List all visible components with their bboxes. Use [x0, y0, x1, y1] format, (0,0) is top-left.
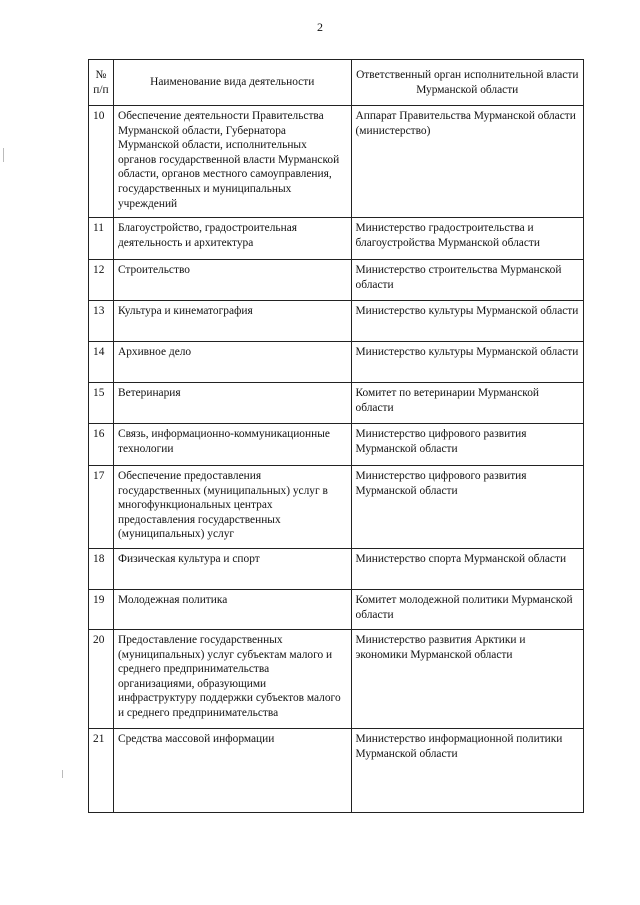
scan-mark: [62, 770, 63, 778]
row-num: 12: [89, 260, 114, 301]
row-activity: Архивное дело: [113, 342, 351, 383]
row-organ: Аппарат Правительства Мурманской области (министерство): [351, 106, 584, 218]
row-num: 19: [89, 590, 114, 630]
row-organ: Министерство цифрового развития Мурманской области: [351, 466, 584, 549]
table-row: [89, 301, 584, 342]
table-row: [89, 729, 584, 813]
table-row: [89, 424, 584, 466]
row-activity: Благоустройство, градостроительная деятельность и архитектура: [113, 218, 351, 260]
table-row: [89, 218, 584, 260]
table-header-row: [89, 60, 584, 106]
row-num: 13: [89, 301, 114, 342]
row-activity: Физическая культура и спорт: [113, 549, 351, 590]
row-num: 11: [89, 218, 114, 260]
row-num: 10: [89, 106, 114, 218]
row-organ: Комитет по ветеринарии Мурманской области: [351, 383, 584, 424]
row-organ: Комитет молодежной политики Мурманской области: [351, 590, 584, 630]
row-organ: Министерство развития Арктики и экономики Мурманской области: [351, 630, 584, 729]
row-num: 21: [89, 729, 114, 813]
row-num: 20: [89, 630, 114, 729]
table-row: [89, 342, 584, 383]
row-num: 14: [89, 342, 114, 383]
header-organ: Ответственный орган исполнительной власти Мурманской области: [351, 60, 584, 106]
row-activity: Культура и кинематография: [113, 301, 351, 342]
row-num: 16: [89, 424, 114, 466]
row-activity: Ветеринария: [113, 383, 351, 424]
row-organ: Министерство спорта Мурманской области: [351, 549, 584, 590]
row-activity: Строительство: [113, 260, 351, 301]
header-num: № п/п: [89, 60, 114, 106]
table-row: [89, 383, 584, 424]
table-row: [89, 630, 584, 729]
row-num: 15: [89, 383, 114, 424]
scan-mark: [3, 148, 4, 162]
row-organ: Министерство информационной политики Мурманской области: [351, 729, 584, 813]
row-organ: Министерство градостроительства и благоустройства Мурманской области: [351, 218, 584, 260]
row-organ: Министерство культуры Мурманской области: [351, 342, 584, 383]
table-row: [89, 466, 584, 549]
activities-table: [88, 59, 584, 813]
table-row: [89, 549, 584, 590]
table-row: [89, 260, 584, 301]
row-activity: Молодежная политика: [113, 590, 351, 630]
row-num: 17: [89, 466, 114, 549]
table-row: [89, 106, 584, 218]
row-organ: Министерство строительства Мурманской области: [351, 260, 584, 301]
row-activity: Предоставление государственных (муниципальных) услуг субъектам малого и среднего предпринимательства организациями, образующими инфраструктуру поддержки субъектов малого и среднего предпринимательства: [113, 630, 351, 729]
row-activity: Обеспечение предоставления государственных (муниципальных) услуг в многофункциональных центрах предоставления государственных (муниципальных) услуг: [113, 466, 351, 549]
row-activity: Связь, информационно-коммуникационные технологии: [113, 424, 351, 466]
row-organ: Министерство культуры Мурманской области: [351, 301, 584, 342]
row-activity: Обеспечение деятельности Правительства Мурманской области, Губернатора Мурманской области, исполнительных органов государственной власти Мурманской области, органов местного самоуправления, государственных и муниципальных учреждений: [113, 106, 351, 218]
row-activity: Средства массовой информации: [113, 729, 351, 813]
row-organ: Министерство цифрового развития Мурманской области: [351, 424, 584, 466]
header-activity: Наименование вида деятельности: [113, 60, 351, 106]
table-row: [89, 590, 584, 630]
row-num: 18: [89, 549, 114, 590]
page-number: 2: [317, 20, 323, 34]
